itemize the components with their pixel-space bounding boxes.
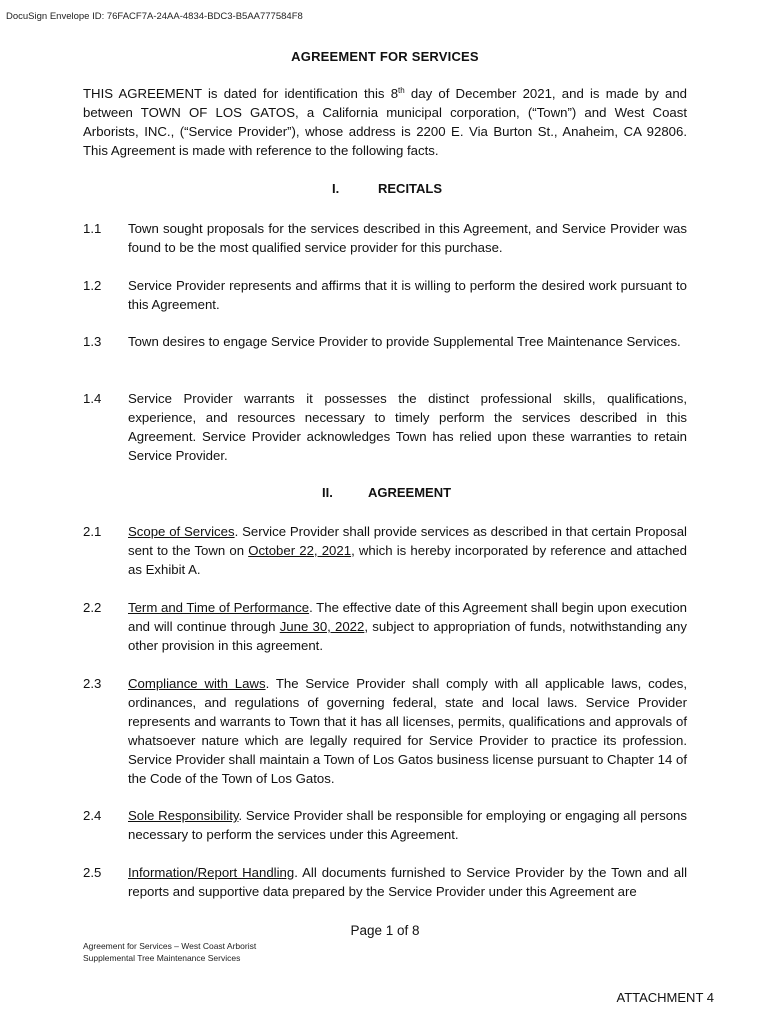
intro-paragraph <box>83 84 687 160</box>
attachment-label: ATTACHMENT 4 <box>616 990 714 1005</box>
recital-1-4-number: 1.4 <box>83 391 102 406</box>
clause-2-3-number: 2.3 <box>83 676 102 691</box>
intro-text-a: THIS AGREEMENT is dated for identification this 8 <box>83 86 399 101</box>
clause-2-2-number: 2.2 <box>83 600 102 615</box>
recital-1-3-text: Town desires to engage Service Provider to provide Supplemental Tree Maintenance Services. <box>128 334 681 349</box>
section-2-number: II. <box>322 485 333 500</box>
clause-2-5-title: Information/Report Handling <box>128 865 295 880</box>
recital-1-4-text: Service Provider warrants it possesses the distinct professional skills, qualifications, experience, and resources necessary to timely perform the services described in this Agreement. Service Provider acknowledges Town has relied upon these warranties to retain Service Provider. <box>128 391 687 463</box>
recital-1-1-number: 1.1 <box>83 221 102 236</box>
section-1-title: RECITALS <box>378 181 443 196</box>
clause-2-4-title: Sole Responsibility <box>128 808 239 823</box>
clause-2-1-text: Scope of Services. Service Provider shall provide services as described in that certain Proposal sent to the Town on October 22, 2021, which is hereby incorporated by reference and attached as Exhibit A. <box>128 524 687 577</box>
intro-text-b: day of December 2021, and is made by and between TOWN OF LOS GATOS, a California municipal corporation, (“Town”) and West Coast Arborists, INC., (“Service Provider”), whose address is 2200 E. Via Burton St., Anaheim, CA 92806. This Agreement is made with reference to the following facts. <box>83 86 687 158</box>
page-footer <box>83 940 256 964</box>
footer-line-1: Agreement for Services – West Coast Arborist <box>83 941 257 951</box>
clause-2-1-date: October 22, 2021 <box>248 543 352 558</box>
clause-2-1-title: Scope of Services <box>128 524 235 539</box>
document-title: AGREEMENT FOR SERVICES <box>291 49 479 64</box>
clause-2-2-date: June 30, 2022 <box>279 619 365 634</box>
clause-2-2-text: Term and Time of Performance. The effective date of this Agreement shall begin upon execution and will continue through June 30, 2022, subject to appropriation of funds, notwithstanding any other provision in this agreement. <box>128 600 687 653</box>
recital-1-1-text: Town sought proposals for the services described in this Agreement, and Service Provider was found to be the most qualified service provider for this purchase. <box>128 221 687 255</box>
envelope-id: DocuSign Envelope ID: 76FACF7A-24AA-4834-BDC3-B5AA777584F8 <box>6 11 303 22</box>
clause-2-3-title: Compliance with Laws <box>128 676 266 691</box>
recital-1-2-number: 1.2 <box>83 278 102 293</box>
recital-1-2-text: Service Provider represents and affirms that it is willing to perform the desired work pursuant to this Agreement. <box>128 278 687 312</box>
intro-superscript: th <box>398 86 405 95</box>
clause-2-5-number: 2.5 <box>83 865 102 880</box>
clause-2-4-number: 2.4 <box>83 808 102 823</box>
recital-1-3-number: 1.3 <box>83 334 102 349</box>
clause-2-1-number: 2.1 <box>83 524 102 539</box>
clause-2-2-title: Term and Time of Performance <box>128 600 310 615</box>
footer-line-2: Supplemental Tree Maintenance Services <box>83 953 241 963</box>
section-1-number: I. <box>332 181 340 196</box>
section-2-title: AGREEMENT <box>368 485 452 500</box>
clause-2-4-text: Sole Responsibility. Service Provider shall be responsible for employing or engaging all persons necessary to perform the services under this Agreement. <box>128 808 687 842</box>
clause-2-5-text: Information/Report Handling. All documents furnished to Service Provider by the Town and all reports and supportive data prepared by the Service Provider under this Agreement are <box>128 865 688 899</box>
clause-2-3-text: Compliance with Laws. The Service Provider shall comply with all applicable laws, codes, ordinances, and regulations of governing federal, state and local laws. Service Provider represents and warrants to Town that it has all licenses, permits, qualifications and approvals of whatsoever nature which are legally required for Service Provider to practice its profession. Service Provider shall maintain a Town of Los Gatos business license pursuant to Chapter 14 of the Code of the Town of Los Gatos. <box>128 676 688 786</box>
page-number: Page 1 of 8 <box>350 923 420 938</box>
